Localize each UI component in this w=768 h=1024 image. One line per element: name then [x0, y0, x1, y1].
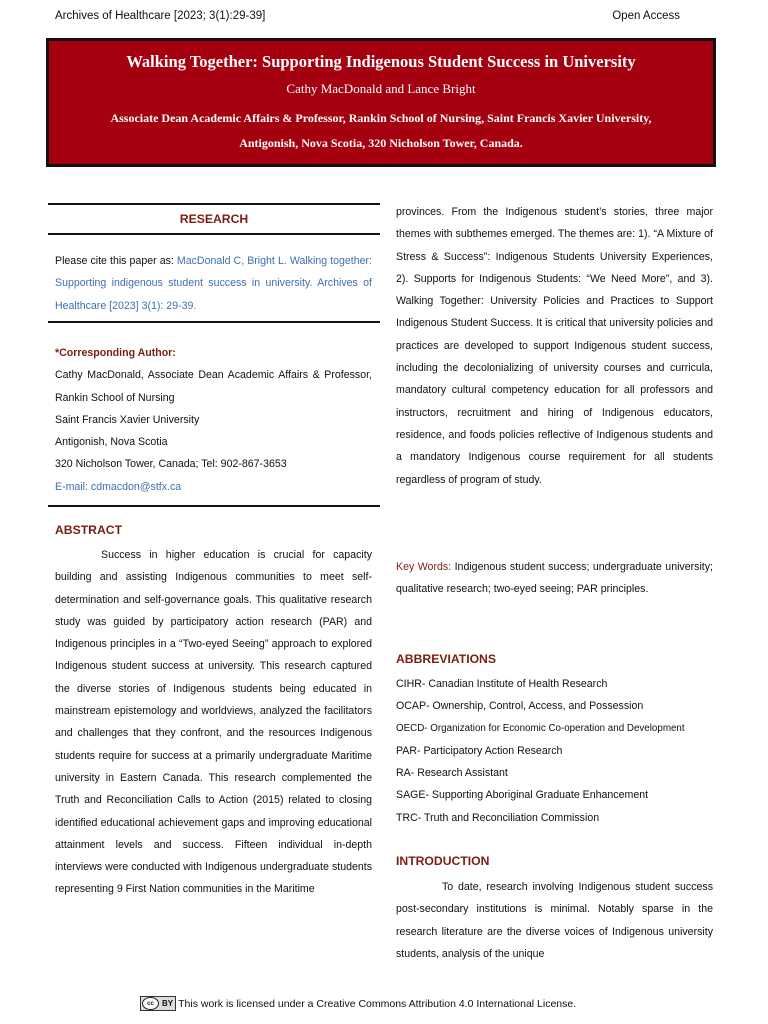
corresponding-heading: *Corresponding Author: — [55, 347, 176, 359]
license-text[interactable]: This work is licensed under a Creative Commons Attribution 4.0 International License. — [178, 997, 577, 1010]
keywords-text: Indigenous student success; undergraduate university; qualitative research; two-eyed seeing; PAR principles. — [396, 561, 713, 596]
section-label — [48, 208, 380, 231]
corr-author-line-1: Cathy MacDonald, Associate Dean Academic Affairs & Professor, Rankin School of Nursing — [55, 369, 372, 404]
introduction-text: To date, research involving Indigenous student success post-secondary institutions is minimal. Notably sparse in the research literature are the diverse voices of Indigenous university students, analysis of the unique — [396, 881, 713, 960]
affiliation-line-2: Antigonish, Nova Scotia, 320 Nicholson Tower, Canada. — [239, 136, 523, 150]
intro-heading-wrap — [396, 850, 489, 873]
paper-title: Walking Together: Supporting Indigenous Student Success in University — [126, 52, 636, 71]
paper-authors: Cathy MacDonald and Lance Bright — [286, 81, 476, 96]
abbreviation-item: CIHR- Canadian Institute of Health Research — [396, 678, 608, 690]
cc-badge-left: cc — [142, 997, 159, 1010]
corr-author-line-2: Saint Francis Xavier University — [55, 413, 200, 426]
abstract-heading: ABSTRACT — [55, 523, 123, 537]
open-access-label: Open Access — [612, 10, 680, 22]
research-bottom-rule — [48, 233, 380, 235]
keywords-block — [396, 556, 713, 601]
abbreviation-item: PAR- Participatory Action Research — [396, 744, 563, 757]
abbreviation-list — [396, 673, 726, 829]
corr-author-line-3: Antigonish, Nova Scotia — [55, 436, 168, 449]
citation-block — [55, 250, 372, 317]
introduction-heading: INTRODUCTION — [396, 854, 490, 868]
abstract-text: Success in higher education is crucial for capacity building and assisting Indigenous communities to meet self-determination and self-governance goals. This qualitative research study was guided by participatory action research (PAR) and Indigenous principles in a “Two-eyed Seeing” approach to explored Indigenous student success at university. This research captured the diverse stories of Indigenous students being educated in mainstream epistemology and worldviews, analyzed the facilitators and challenges that they confront, and the resources Indigenous students require for success at a primarily undergraduate Maritime university in Eastern Canada. This research complemented the Truth and Reconciliation Calls to Action (2015) related to closing identified educational achievement gaps and improving educational attainment levels and success. Fifteen individual in-depth interviews were conducted with Indigenous undergraduate students representing 9 First Nation communities in the Maritime — [55, 549, 372, 896]
author-bottom-rule — [48, 505, 380, 507]
page-header — [55, 10, 680, 22]
journal-citation: Archives of Healthcare [2023; 3(1):29-39] — [55, 10, 266, 22]
abstract-continued: provinces. From the Indigenous student’s stories, three major themes with subthemes emerged. The themes are: 1). “A Mixture of Stress & Success”: Indigenous Students University Experiences, 2). Supports for Indigenous Students: “We Need More”, and 3). Walking Together: University Policies and Practices to Support Indigenous Student Success. It is critical that university policies and practices are developed to support Indigenous student success, including the decolonializing of university courses and curricula, mandatory cultural competency education for all professors and instructors, recruitment and hiring of Indigenous educators, residence, and foods policies reflective of Indigenous students and a mandatory Indigenous course requirement for all students regardless of program of study. — [396, 206, 713, 486]
cite-link[interactable]: MacDonald C, Bright L. Walking together: Supporting indigenous student success in university. Archives of Healthcare [2023] 3(1): 29-39. — [55, 255, 372, 312]
keywords-label: Key Words: — [396, 561, 452, 573]
citation-bottom-rule — [48, 321, 380, 323]
corresponding-author-block — [55, 342, 372, 498]
author-affiliation — [49, 106, 713, 156]
abbreviation-item: SAGE- Supporting Aboriginal Graduate Enhancement — [396, 789, 649, 802]
research-top-rule — [48, 203, 380, 205]
cc-badge-right: BY — [162, 999, 174, 1008]
title-banner — [46, 38, 716, 167]
abbreviation-item: OCAP- Ownership, Control, Access, and Possession — [396, 700, 644, 713]
corr-author-line-4: 320 Nicholson Tower, Canada; Tel: 902-867-3653 — [55, 458, 287, 471]
abstract-heading-wrap — [55, 519, 122, 542]
license-footer — [140, 996, 576, 1011]
abbreviation-item: RA- Research Assistant — [396, 767, 508, 780]
cite-prefix: Please cite this paper as: — [55, 255, 177, 267]
abbreviation-item: OECD- Organization for Economic Co-operation and Development — [396, 722, 685, 734]
abbreviations-heading: ABBREVIATIONS — [396, 652, 496, 666]
research-label: RESEARCH — [179, 212, 249, 226]
affiliation-line-1: Associate Dean Academic Affairs & Professor, Rankin School of Nursing, Saint Francis Xavier University, — [110, 111, 652, 125]
abbreviation-item: TRC- Truth and Reconciliation Commission — [396, 811, 600, 824]
corr-email[interactable]: E-mail: cdmacdon@stfx.ca — [55, 480, 182, 493]
cc-license-icon[interactable] — [140, 996, 176, 1011]
abbrev-heading-wrap — [396, 648, 496, 671]
